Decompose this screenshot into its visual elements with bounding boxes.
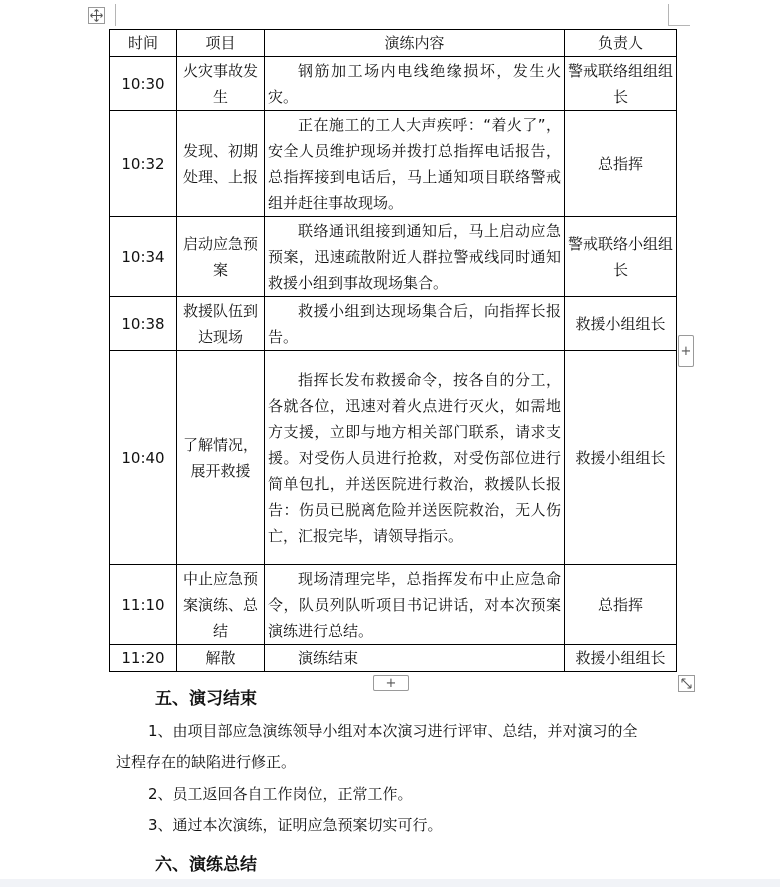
cell-content	[265, 111, 565, 217]
table-move-handle[interactable]	[88, 7, 105, 24]
content-text: 救援小组到达现场集合后，向指挥长报告。	[268, 301, 561, 346]
header-owner: 负责人	[565, 30, 677, 57]
cell-item: 火灾事故发生	[177, 57, 265, 111]
cell-content	[265, 351, 565, 565]
cell-item: 了解情况，展开救援	[177, 351, 265, 565]
cell-time: 11:20	[110, 645, 177, 672]
section-five-item: 3、通过本次演练，证明应急预案切实可行。	[148, 816, 443, 834]
content-text: 指挥长发布救援命令，按各自的分工，各就各位，迅速对着火点进行灭火，如需地方支援，立即与地方相关部门联系，请求支援。对受伤人员进行抢救，对受伤部位进行简单包扎，并送医院进行救治，救援队长报告：伤员已脱离危险并送医院救治，无人伤亡，汇报完毕，请领导指示。	[268, 370, 561, 545]
cell-content	[265, 645, 565, 672]
cell-content	[265, 565, 565, 645]
table-row	[110, 351, 677, 565]
content-text: 钢筋加工场内电线绝缘损坏，发生火灾。	[268, 61, 561, 106]
cell-time: 10:32	[110, 111, 177, 217]
cell-time: 10:30	[110, 57, 177, 111]
content-text: 正在施工的工人大声疾呼：“着火了”，安全人员维护现场并拨打总指挥电话报告，总指挥接到电话后，马上通知项目联络警戒组并赶往事故现场。	[268, 115, 561, 212]
page-bottom-strip	[0, 879, 780, 887]
cell-content	[265, 217, 565, 297]
resize-diagonal-icon	[681, 678, 692, 689]
move-arrows-icon	[90, 9, 103, 22]
cell-owner: 救援小组组长	[565, 645, 677, 672]
cell-time: 11:10	[110, 565, 177, 645]
cell-content	[265, 297, 565, 351]
cell-time: 10:40	[110, 351, 177, 565]
header-time: 时间	[110, 30, 177, 57]
drill-schedule-table	[109, 29, 677, 672]
section-five-item: 过程存在的缺陷进行修正。	[116, 753, 297, 771]
section-five-item: 2、员工返回各自工作岗位，正常工作。	[148, 785, 413, 803]
cell-owner: 总指挥	[565, 111, 677, 217]
table-row	[110, 111, 677, 217]
cell-owner: 总指挥	[565, 565, 677, 645]
cell-owner: 救援小组组长	[565, 351, 677, 565]
table-row	[110, 645, 677, 672]
cell-item: 发现、初期处理、上报	[177, 111, 265, 217]
cell-content	[265, 57, 565, 111]
cell-item: 解散	[177, 645, 265, 672]
section-five-item: 1、由项目部应急演练领导小组对本次演习进行评审、总结，并对演习的全	[148, 722, 638, 740]
section-six-title: 六、演练总结	[155, 855, 257, 875]
table-row	[110, 57, 677, 111]
table-row	[110, 217, 677, 297]
cell-owner: 警戒联络组组组长	[565, 57, 677, 111]
cell-item: 中止应急预案演练、总结	[177, 565, 265, 645]
section-five-title: 五、演习结束	[155, 689, 257, 709]
plus-icon: +	[385, 675, 397, 691]
header-content: 演练内容	[265, 30, 565, 57]
plus-icon: +	[680, 343, 692, 359]
table-row	[110, 565, 677, 645]
table-resize-handle[interactable]	[678, 675, 695, 692]
content-text: 现场清理完毕，总指挥发布中止应急命令，队员列队听项目书记讲话，对本次预案演练进行总结。	[268, 569, 561, 640]
cell-time: 10:38	[110, 297, 177, 351]
header-item: 项目	[177, 30, 265, 57]
cell-time: 10:34	[110, 217, 177, 297]
content-text: 联络通讯组接到通知后，马上启动应急预案，迅速疏散附近人群拉警戒线同时通知救援小组到事故现场集合。	[268, 221, 561, 292]
add-row-button[interactable]	[373, 675, 409, 691]
content-text: 演练结束	[298, 649, 359, 667]
crop-mark	[668, 4, 669, 26]
cell-item: 救援队伍到达现场	[177, 297, 265, 351]
add-column-button[interactable]	[678, 335, 694, 367]
cell-owner: 救援小组组长	[565, 297, 677, 351]
cell-owner: 警戒联络小组组长	[565, 217, 677, 297]
crop-mark	[115, 4, 116, 26]
cell-item: 启动应急预案	[177, 217, 265, 297]
crop-mark	[668, 25, 690, 26]
table-row	[110, 297, 677, 351]
table-header-row	[110, 30, 677, 57]
